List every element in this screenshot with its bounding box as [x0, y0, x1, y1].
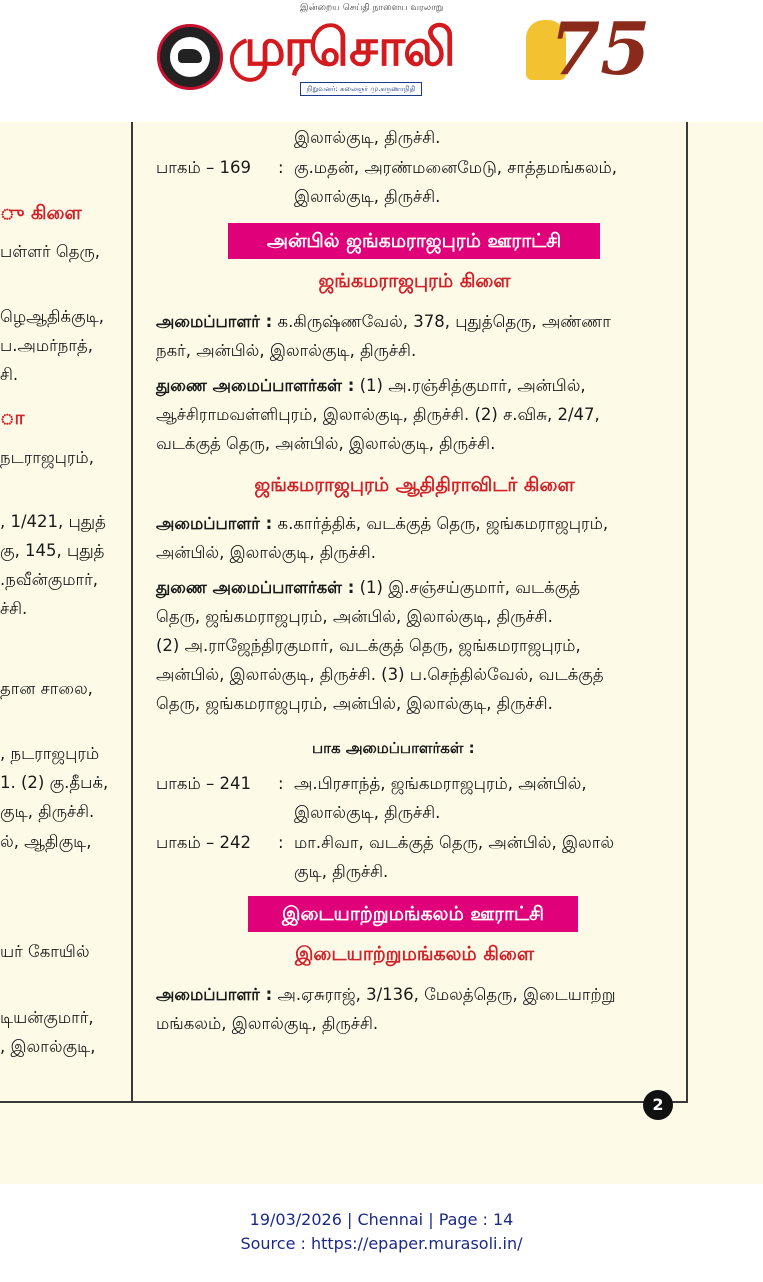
deputy-organisers-text-cont: வடக்குத் தெரு, அன்பில், இலால்குடி, திருச்சி. [156, 434, 496, 453]
masthead [0, 0, 763, 122]
deputy-organisers-label: துணை அமைப்பாளர்கள் : [156, 578, 355, 597]
left-column-line: ப.அமர்நாத், [0, 336, 93, 355]
organiser-text-cont: அன்பில், இலால்குடி, திருச்சி. [156, 543, 376, 562]
anniversary-badge [512, 6, 651, 102]
left-column-line: ல், ஆதிகுடி, [0, 832, 92, 851]
footer-date-line: 19/03/2026 | Chennai | Page : 14 [249, 1210, 514, 1229]
left-column-line: குடி, திருச்சி. [0, 802, 95, 821]
organiser-text: க.கார்த்திக், வடக்குத் தெரு, ஜங்கமராஜபுரம், [277, 514, 609, 533]
bagam-169-line1: கு.மதன், அரண்மனைமேடு, சாத்தமங்கலம், [294, 158, 618, 177]
bagam-242-line1: மா.சிவா, வடக்குத் தெரு, அன்பில், இலால் [294, 833, 615, 852]
deputy-organisers-text-cont: ஆச்சிராமவள்ளிபுரம், இலால்குடி, திருச்சி. (2) ச.விசு, 2/47, [156, 405, 600, 424]
deputy-organisers-text: (1) இ.சஞ்சய்குமார், வடக்குத் [359, 578, 581, 597]
bagam-169-label: பாகம் – 169 [156, 158, 251, 177]
anniversary-number: 75 [550, 6, 651, 91]
section-banner: அன்பில் ஜங்கமராஜபுரம் ஊராட்சி [228, 223, 600, 259]
organiser-text: அ.ஏசுராஜ், 3/136, மேலத்தெரு, இடையாற்று [277, 985, 616, 1004]
left-column-line: , நடராஜபுரம் [0, 744, 100, 763]
bagam-169-colon: : [278, 158, 284, 177]
section-banner: இடையாற்றுமங்கலம் ஊராட்சி [248, 896, 578, 932]
left-column-line: யர் கோயில் [0, 942, 90, 961]
bagam-organisers-heading: பாக அமைப்பாளர்கள் : [312, 739, 475, 757]
deputy-organisers-text-cont: (2) அ.ராஜேந்திரகுமார், வடக்குத் தெரு, ஜங்கமராஜபுரம், [156, 636, 581, 655]
deputy-organisers-text: (1) அ.ரஞ்சித்குமார், அன்பில், [359, 376, 586, 395]
organiser-text: க.கிருஷ்ணவேல், 378, புதுத்தெரு, அண்ணா [277, 312, 611, 331]
right-border [686, 122, 688, 1102]
bagam-169-line2: இலால்குடி, திருச்சி. [294, 187, 441, 206]
column-divider [131, 122, 133, 1102]
footer-source-line: Source : https://epaper.murasoli.in/ [240, 1234, 523, 1253]
bagam-241-line1: அ.பிரசாந்த், ஜங்கமராஜபுரம், அன்பில், [294, 774, 587, 793]
newspaper-page [0, 122, 763, 1184]
organiser-label: அமைப்பாளர் : [156, 985, 273, 1004]
branch-heading: ஜங்கமராஜபுரம் கிளை [318, 270, 511, 292]
left-column-line: சி. [0, 365, 19, 384]
left-column-line: 1. (2) கு.தீபக், [0, 773, 109, 792]
left-column-line: , இலால்குடி, [0, 1037, 96, 1056]
branch-heading: ஜங்கமராஜபுரம் ஆதிதிராவிடர் கிளை [254, 474, 575, 496]
bottom-border [0, 1101, 688, 1103]
footer [0, 1184, 763, 1282]
left-column-line: ு கிளை [0, 202, 82, 224]
left-column-line: டியன்குமார், [0, 1008, 94, 1027]
deputy-organisers-label: துணை அமைப்பாளர்கள் : [156, 376, 355, 395]
bagam-241-label: பாகம் – 241 [156, 774, 251, 793]
left-column-line: , 1/421, புதுத் [0, 512, 106, 531]
left-column-line: தான சாலை, [0, 679, 93, 698]
page-number-badge: 2 [643, 1090, 673, 1120]
masthead-tagline: இன்றைய செய்தி நாளைய வரலாறு [300, 3, 444, 13]
organiser-text-cont: மங்கலம், இலால்குடி, திருச்சி. [156, 1014, 379, 1033]
left-column-line: நடராஜபுரம், [0, 448, 94, 467]
bagam-242-colon: : [278, 833, 284, 852]
deputy-organisers-text-cont: தெரு, ஜங்கமராஜபுரம், அன்பில், இலால்குடி, திருச்சி. [156, 694, 553, 713]
branch-heading: இடையாற்றுமங்கலம் கிளை [294, 943, 535, 965]
deputy-organisers-text-cont: அன்பில், இலால்குடி, திருச்சி. (3) ப.செந்தில்வேல், வடக்குத் [156, 665, 604, 684]
deputy-organisers-text-cont: தெரு, ஜங்கமராஜபுரம், அன்பில், இலால்குடி, திருச்சி. [156, 607, 553, 626]
party-emblem-icon [157, 24, 223, 90]
organiser-label: அமைப்பாளர் : [156, 514, 273, 533]
organiser-label: அமைப்பாளர் : [156, 312, 273, 331]
left-column-line: பள்ளர் தெரு, [0, 242, 101, 261]
left-column-line: ா [0, 407, 25, 429]
bagam-241-colon: : [278, 774, 284, 793]
newspaper-logo: முரசொலி [228, 18, 454, 78]
organiser-text-cont: நகர், அன்பில், இலால்குடி, திருச்சி. [156, 341, 417, 360]
bagam-242-label: பாகம் – 242 [156, 833, 251, 852]
bagam-241-line2: இலால்குடி, திருச்சி. [294, 803, 441, 822]
logo-subtitle: நிறுவனர்: கலைஞர் மு.கருணாநிதி [300, 82, 422, 96]
left-column-line: ழெஆதிக்குடி, [0, 307, 105, 326]
continuation-line: இலால்குடி, திருச்சி. [294, 128, 441, 147]
left-column-line: .நவீன்குமார், [0, 570, 98, 589]
left-column-line: ச்சி. [0, 599, 28, 618]
left-column-line: கு, 145, புதுத் [0, 541, 105, 560]
bagam-242-line2: குடி, திருச்சி. [294, 862, 389, 881]
